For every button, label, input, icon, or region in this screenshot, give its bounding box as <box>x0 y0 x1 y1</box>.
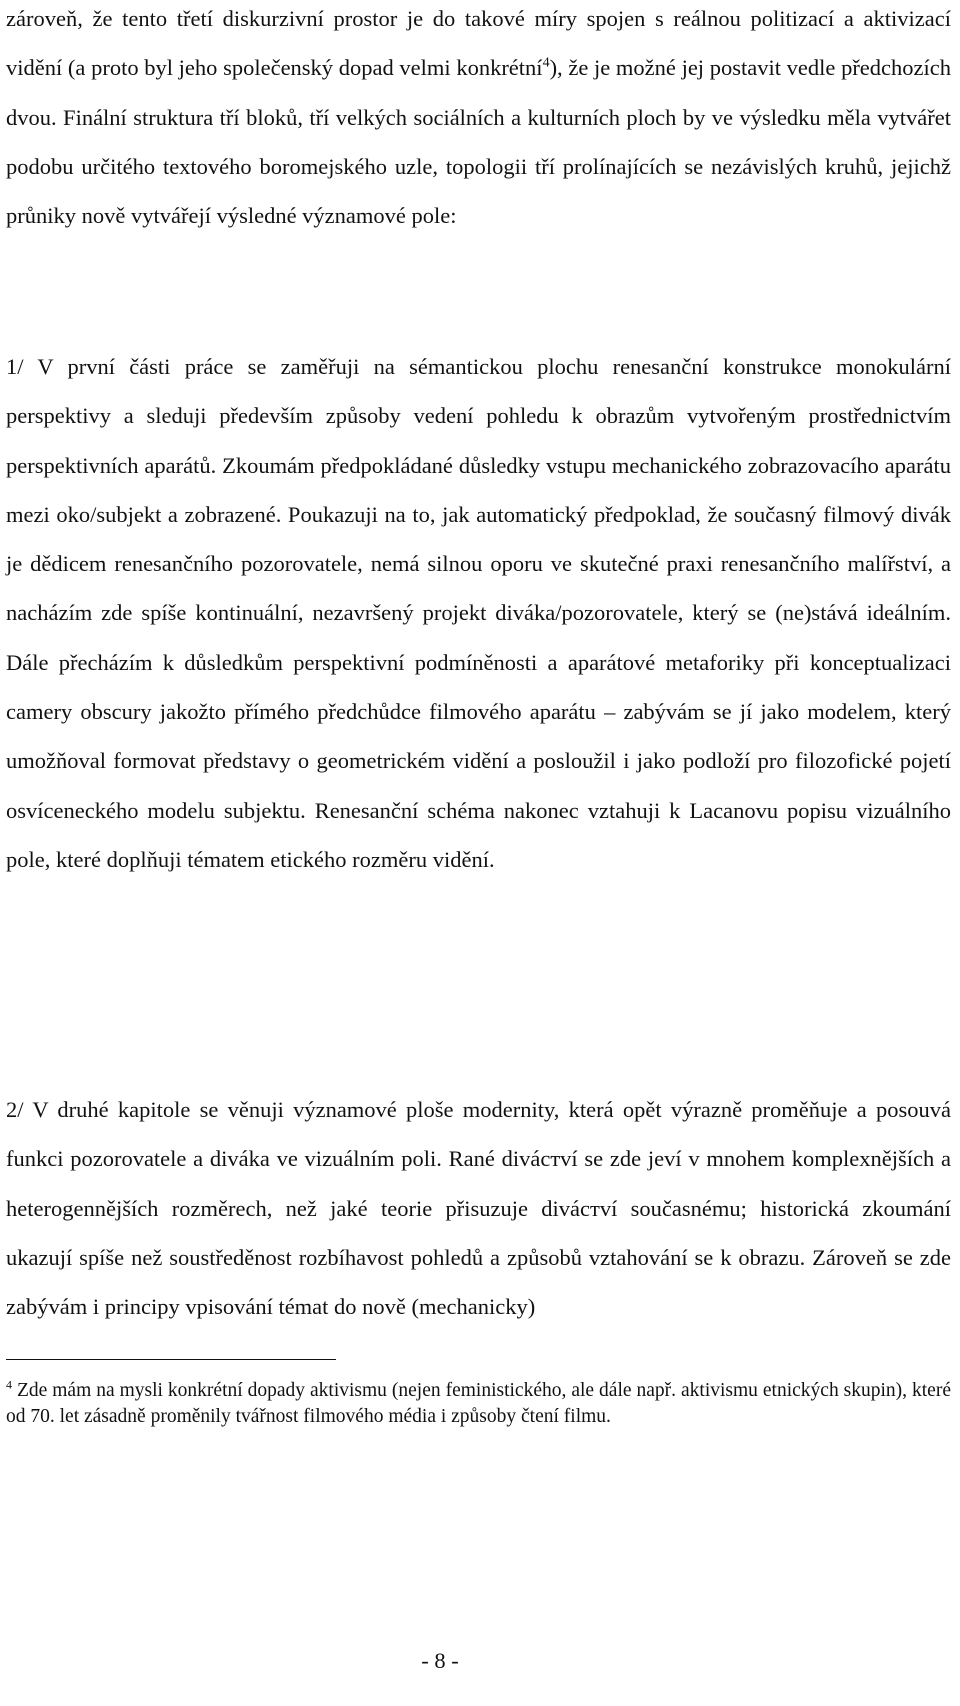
footnote-reference[interactable]: 4 <box>542 55 550 71</box>
paragraph-section-2: 2/ V druhé kapitole se věnuji významové ploše modernity, která opět výrazně proměňuje a posouvá funkci pozorovatele a diváka ve vizuálním poli. Rané divácтví se zde jeví v mnohem komplexnějších a heterogennějších rozměrech, než jaké teorie přisuzuje divácтví současnému; historická zkoumání ukazují spíše než soustředěnost rozbíhavost pohledů a způsobů vztahování se k obrazu. Zároveň se zde zabývám i principy vpisování témat do nově (mechanicky) <box>6 1097 951 1320</box>
footnote-mark: 4 <box>6 1377 12 1392</box>
page-number: - 8 - <box>421 1648 459 1673</box>
paragraph-intro-text-start: zároveň, že tento třetí diskurzivní prostor je do takové míry spojen s reálnou politizací a aktivizací vidění (a proto byl jeho společenský dopad velmi konkrétní <box>6 6 951 81</box>
paragraph-section-1: 1/ V první části práce se zaměřuji na sémantickou plochu renesanční konstrukce monokulární perspektivy a sleduji především způsoby vedení pohledu k obrazům vytvořeným prostřednictvím perspektivních aparátů. Zkoumám předpokládané důsledky vstupu mechanického zobrazovacího aparátu mezi oko/subjekt a zobrazené. Poukazuji na to, jak automatický předpoklad, že současný filmový divák je dědicem renesančního pozorovatele, nemá silnou oporu ve skutečné praxi renesančního malířství, a nacházím zde spíše kontinuální, nezavršený projekt diváka/pozorovatele, který se (ne)stává ideálním. Dále přecházím k důsledkům perspektivní podmíněnosti a aparátové metaforiky při konceptualizaci camery obscury jakožto přímého předchůdce filmového aparátu – zabývám se jí jako modelem, který umožňoval formovat představy o geometrickém vidění a posloužil i jako podloží pro filozofické pojetí osvíceneckého modelu subjektu. Renesanční schéma nakonec vztahuji k Lacanovu popisu vizuálního pole, které doplňuji tématem etického rozměru vidění. <box>6 354 951 872</box>
paragraph-intro <box>6 0 951 240</box>
paragraph-intro-text-end: ), že je možné jej postavit vedle předchozích dvou. Finální struktura tří bloků, tří velkých sociálních a kulturních ploch by ve výsledku měla vytvářet podobu určitého textového boromejského uzle, topologii tří prolínajících se nezávislých kruhů, jejichž průniky nově vytvářejí výsledné významové pole: <box>6 55 952 229</box>
footnote <box>6 1378 951 1431</box>
footnote-divider <box>6 1359 336 1360</box>
footnote-text: Zde mám na mysli konkrétní dopady aktivismu (nejen feministického, ale dále např. aktivismu etnických skupin), které od 70. let zásadně proměnily tvářnost filmového média i způsoby čtení filmu. <box>6 1380 951 1428</box>
